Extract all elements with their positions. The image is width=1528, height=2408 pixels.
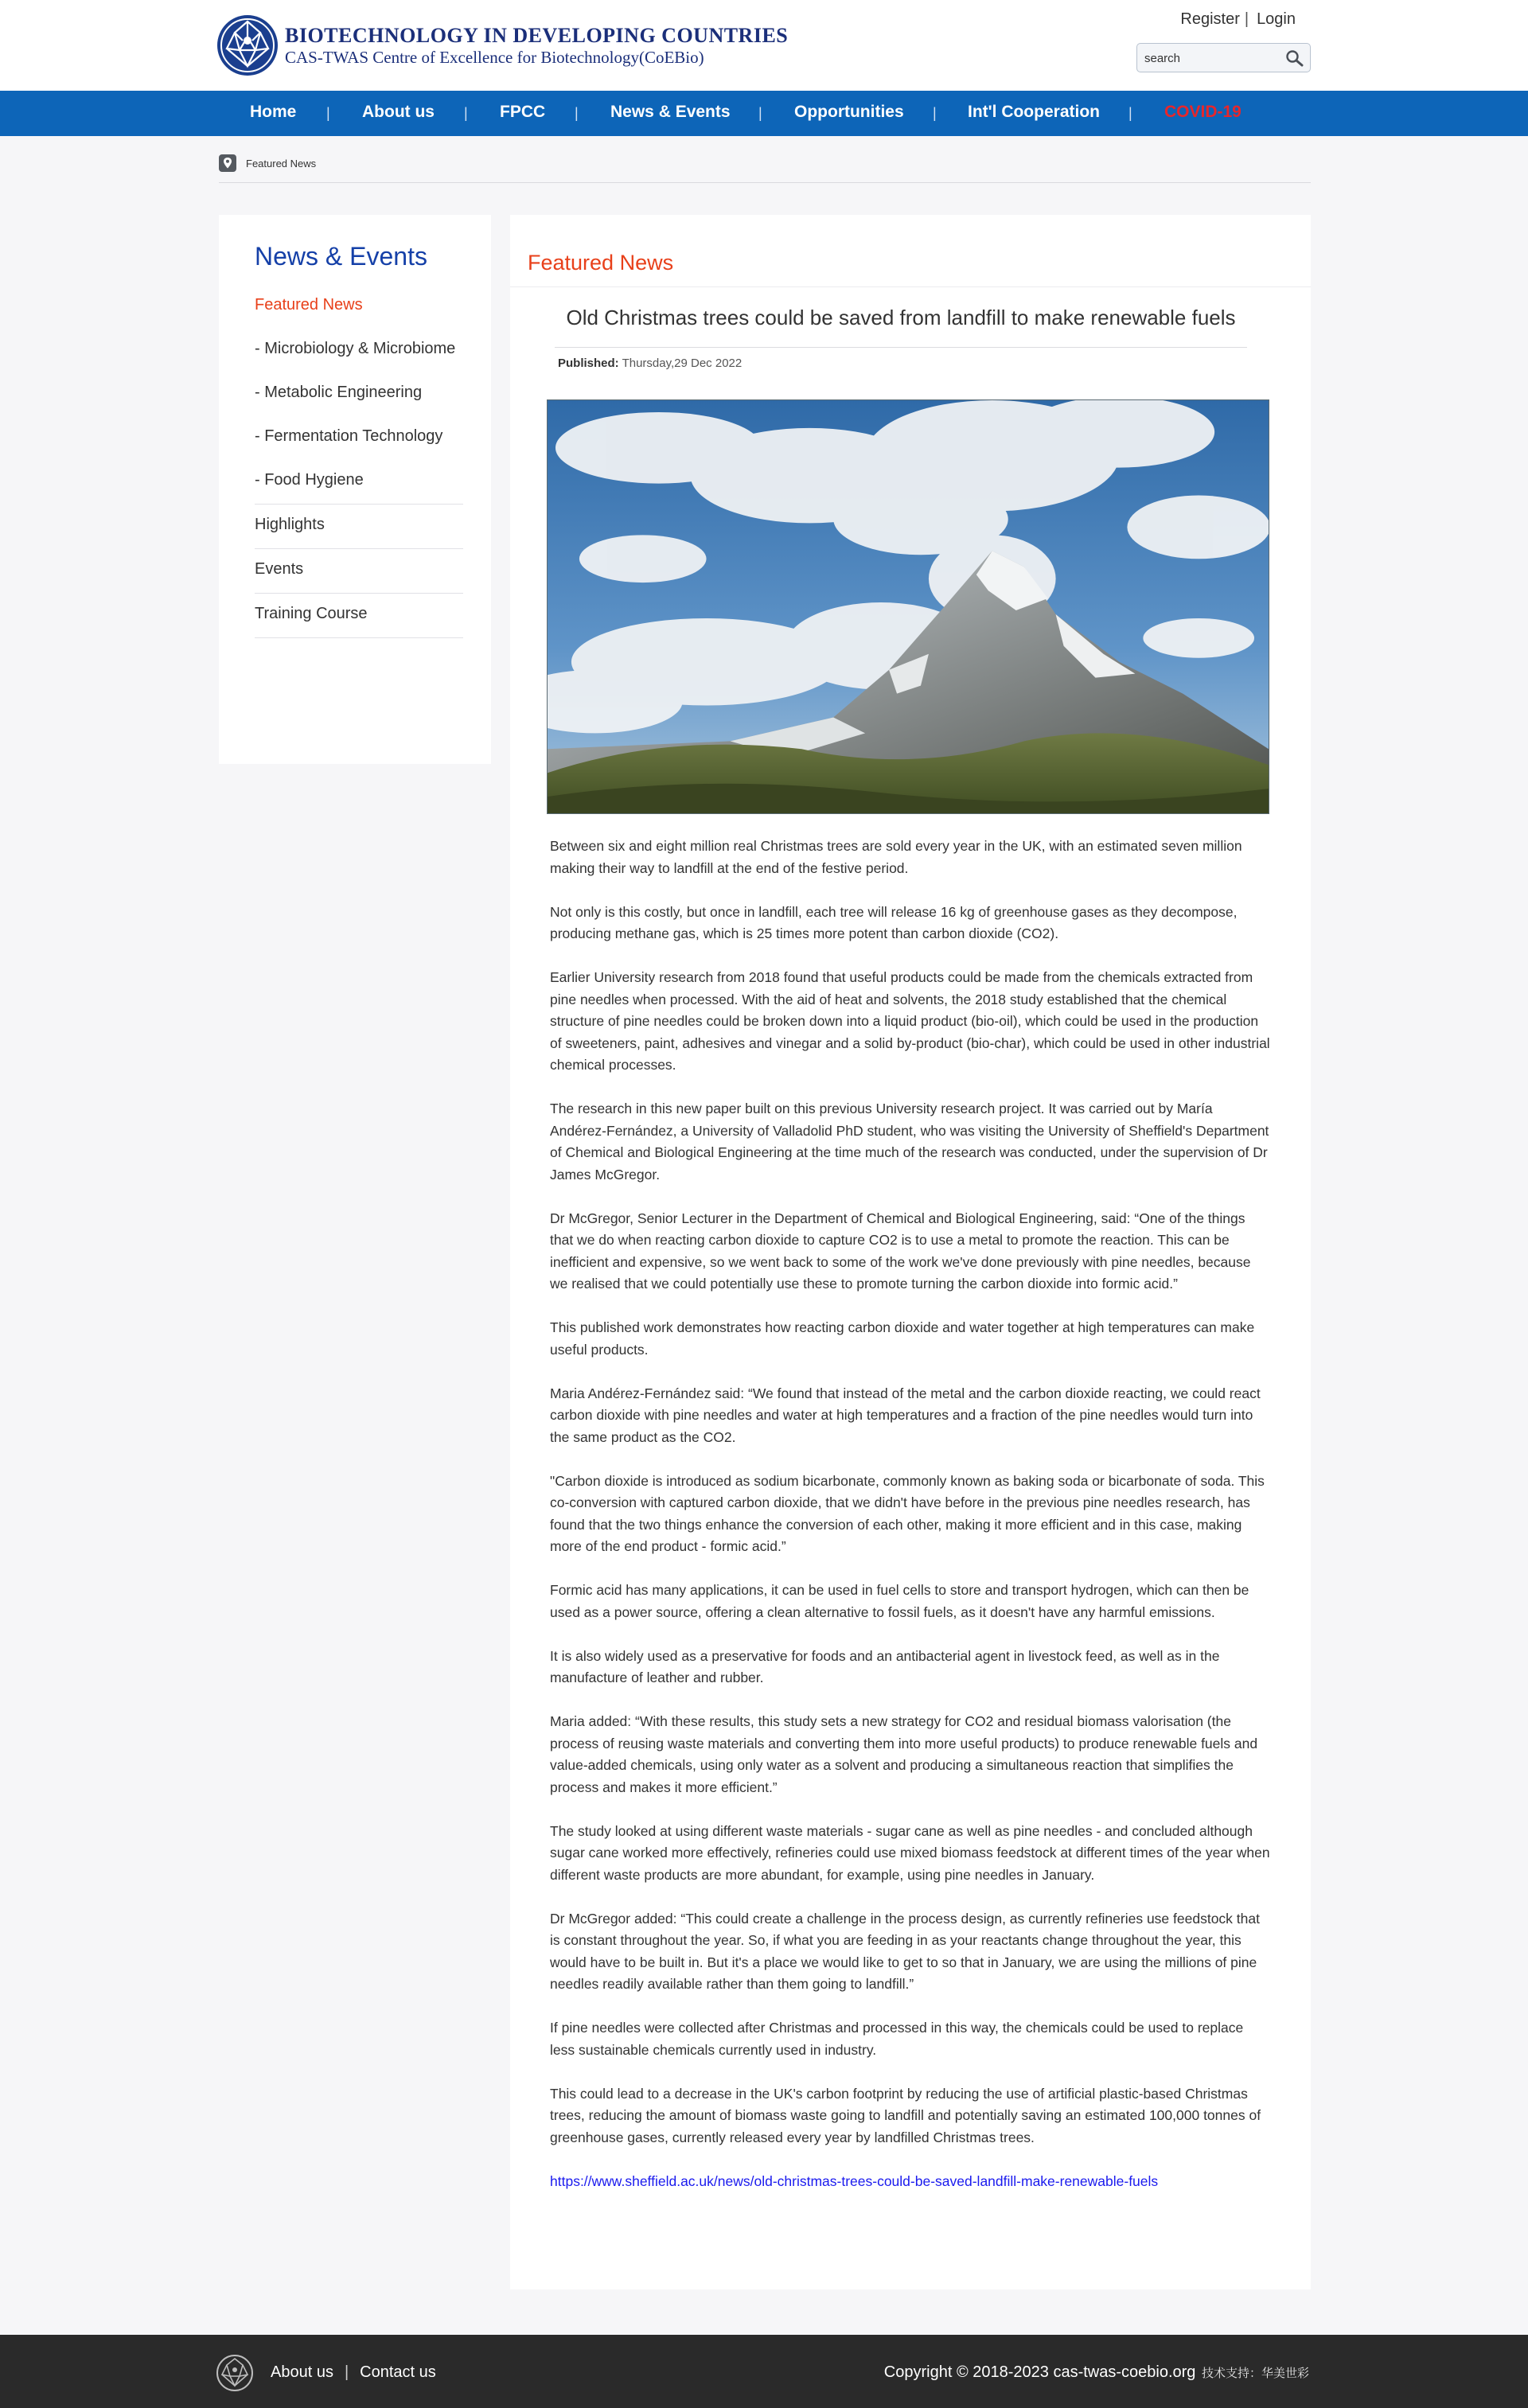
location-pin-icon (219, 154, 236, 172)
search-input[interactable] (1144, 49, 1280, 68)
article-source-paragraph (550, 2171, 1270, 2193)
site-brand-subtitle: CAS-TWAS Centre of Excellence for Biotechnology(CoEBio) (285, 48, 704, 67)
section-divider (510, 286, 1311, 287)
article-paragraph: Maria added: “With these results, this study sets a new strategy for CO2 and residual biomass valorisation (the process of reusing waste materials and converting them into more useful products) to produce renewable fuels and value-added chemicals, using only water as a solvent and producing a simultaneous reaction that simplifies the process and makes it more efficient.” (550, 1713, 1258, 1795)
login-link[interactable]: Login (1257, 10, 1296, 28)
article-title: Old Christmas trees could be saved from landfill to make renewable fuels (566, 306, 1236, 329)
nav-separator: | (464, 105, 468, 121)
sidebar-item-training-course[interactable]: Training Course (255, 605, 368, 622)
footer-copyright (884, 2363, 1309, 2382)
footer-separator: | (344, 2363, 349, 2381)
article-paragraph: The study looked at using different waste materials - sugar cane as well as pine needles - and concluded although sugar cane worked more effectively, refineries could use mixed biomass feedstock at different times of the year when different waste products are more abundant, for example, using pine needles in January. (550, 1822, 1270, 1883)
nav-intl-cooperation[interactable]: Int'l Cooperation (968, 103, 1100, 121)
globe-emblem-icon[interactable] (216, 14, 279, 77)
register-link[interactable]: Register (1180, 10, 1240, 28)
article-meta (558, 357, 742, 370)
magnifier-icon[interactable] (1284, 49, 1305, 68)
sidebar (219, 215, 491, 764)
nav-covid-19[interactable]: COVID-19 (1164, 103, 1242, 121)
sidebar-divider (255, 548, 463, 549)
nav-news-events[interactable]: News & Events (610, 103, 731, 121)
footer-about-link[interactable]: About us (271, 2363, 333, 2381)
globe-emblem-icon (216, 2354, 254, 2392)
article-paragraph: This could lead to a decrease in the UK's carbon footprint by reducing the use of artificial plastic-based Christmas trees, reducing the amount of biomass waste going to landfill and potentially saving an estimated 100,000 tonnes of greenhouse gases, currently released every year by landfilled Christmas trees. (550, 2085, 1261, 2145)
sidebar-item-fermentation-technology[interactable]: - Fermentation Technology (255, 427, 443, 445)
article-paragraph: Dr McGregor added: “This could create a challenge in the process design, as currently refineries use feedstock that is constant throughout the year. So, if what you are feeding in as your reactants change throughout the year, this would have to be built in. But it's a place we would like to get to so that in January, we are using the millions of pine needles readily available rather than them going to landfill.” (550, 1910, 1260, 1992)
footer-links (271, 2363, 436, 2382)
sidebar-item-events[interactable]: Events (255, 560, 304, 578)
nav-opportunities[interactable]: Opportunities (794, 103, 904, 121)
footer-contact-link[interactable]: Contact us (360, 2363, 436, 2381)
article-source-link[interactable]: https://www.sheffield.ac.uk/news/old-christmas-trees-could-be-saved-landfill-make-renewable-fuels (550, 2172, 1159, 2189)
published-label: Published: (558, 357, 619, 370)
nav-separator: | (933, 105, 937, 121)
sidebar-item-highlights[interactable]: Highlights (255, 516, 325, 533)
sidebar-title: News & Events (255, 242, 427, 271)
breadcrumb-current[interactable]: Featured News (246, 158, 317, 169)
copyright-text: Copyright © 2018-2023 cas-twas-coebio.org (883, 2363, 1196, 2381)
article-paragraph: Dr McGregor, Senior Lecturer in the Department of Chemical and Biological Engineering, said: “One of the things that we do when reacting carbon dioxide to capture CO2 is to use a metal to promote the reaction. This can be inefficient and expensive, so we went back to some of the work we've done previously with pine needles, because we realised that we could potentially use these to promote turning the carbon dioxide into formic acid.” (550, 1210, 1251, 1292)
main-navigation (0, 91, 1528, 136)
article-paragraph: Between six and eight million real Christmas trees are sold every year in the UK, with an estimated seven million making their way to landfill at the end of the festive period. (550, 838, 1242, 876)
nav-separator: | (1128, 105, 1132, 121)
tech-support-text: 技术支持：华美世彩 (1201, 2367, 1309, 2380)
sidebar-item-food-hygiene[interactable]: - Food Hygiene (255, 471, 364, 489)
sidebar-divider (255, 593, 463, 594)
article-paragraph: This published work demonstrates how reacting carbon dioxide and water together at high temperatures can make useful products. (550, 1319, 1255, 1358)
article-paragraph: Not only is this costly, but once in landfill, each tree will release 16 kg of greenhouse gases as they decompose, producing methane gas, which is 25 times more potent than carbon dioxide (CO2). (550, 903, 1238, 941)
article-paragraph: Formic acid has many applications, it can be used in fuel cells to store and transport hydrogen, which can then be used as a power source, offering a clean alternative to fossil fuels, as it doesn't have any harmful emissions. (550, 1582, 1249, 1620)
article-paragraph: It is also widely used as a preservative for foods and an antibacterial agent in livestock feed, as well as in the manufacture of leather and rubber. (550, 1647, 1220, 1685)
article-paragraph: Maria Andérez-Fernández said: “We found that instead of the metal and the carbon dioxide reacting, we could react carbon dioxide with pine needles and water at high temperatures and a fraction of the pine needles would turn into the same product as the CO2. (550, 1385, 1261, 1445)
site-footer (0, 2335, 1528, 2408)
title-divider (555, 347, 1247, 348)
published-date: Thursday,29 Dec 2022 (622, 357, 743, 370)
nav-about-us[interactable]: About us (362, 103, 435, 121)
article-hero-image (547, 399, 1269, 814)
breadcrumb (219, 154, 1311, 183)
sidebar-item-metabolic-engineering[interactable]: - Metabolic Engineering (255, 384, 423, 401)
sidebar-item-microbiology[interactable]: - Microbiology & Microbiome (255, 340, 456, 357)
nav-home[interactable]: Home (250, 103, 297, 121)
section-title: Featured News (528, 251, 674, 275)
nav-separator: | (326, 105, 330, 121)
article-body (550, 836, 1270, 2215)
search-box (1136, 43, 1311, 72)
sidebar-divider (255, 637, 463, 638)
site-brand-title: BIOTECHNOLOGY IN DEVELOPING COUNTRIES (285, 24, 789, 47)
account-links (1180, 10, 1296, 29)
article-paragraph: Earlier University research from 2018 found that useful products could be made from the chemicals extracted from pine needles when processed. With the aid of heat and solvents, the 2018 study established that the chemical structure of pine needles could be broken down into a liquid product (bio-oil), which could be used in the production of sweeteners, paint, adhesives and vinegar and a solid by-product (bio-char), which could be used in other industrial chemical processes. (550, 969, 1270, 1073)
article-paragraph: "Carbon dioxide is introduced as sodium bicarbonate, commonly known as baking soda or bicarbonate of soda. This co-conversion with captured carbon dioxide, that we didn't have before in the previous pine needles research, has found that the two things enhance the conversion of each other, making it more efficient and in this case, making more of the end product - formic acid.” (550, 1472, 1265, 1554)
site-header (0, 0, 1528, 91)
article-paragraph: The research in this new paper built on this previous University research project. It was carried out by María Andérez-Fernández, a University of Valladolid PhD student, who was visiting the University of Sheffield's Department of Chemical and Biological Engineering at the time much of the research was conducted, under the supervision of Dr James McGregor. (550, 1101, 1269, 1183)
sidebar-item-featured-news[interactable]: Featured News (255, 296, 363, 314)
article-panel (510, 215, 1311, 2289)
account-separator: | (1244, 10, 1249, 28)
sidebar-divider (255, 504, 463, 505)
nav-separator: | (575, 105, 579, 121)
article-paragraph: If pine needles were collected after Christmas and processed in this way, the chemicals could be used to replace less sustainable chemicals currently used in industry. (550, 2020, 1244, 2058)
nav-fpcc[interactable]: FPCC (500, 103, 546, 121)
nav-separator: | (758, 105, 762, 121)
